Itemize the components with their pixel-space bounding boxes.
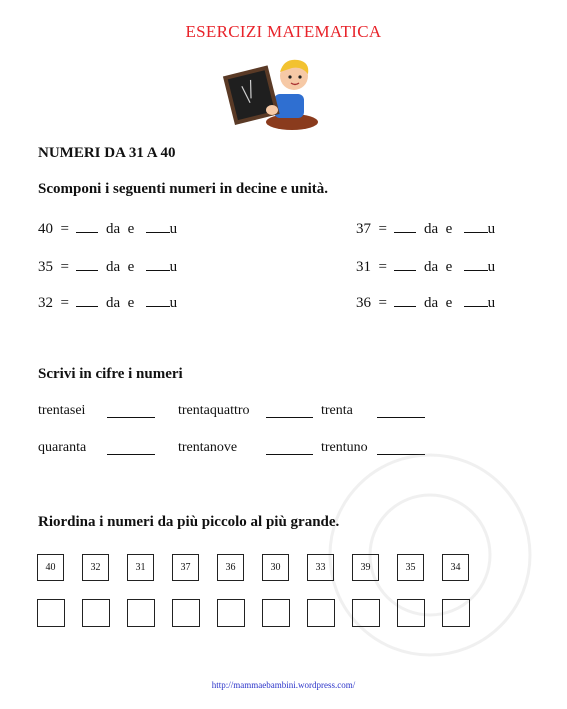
decomposition-item: 40 = da e u [38,218,177,238]
answer-box[interactable] [397,599,425,627]
number-box: 32 [82,554,109,581]
number-word: trentaquattro [178,403,250,418]
number-box: 31 [127,554,154,581]
page-title: ESERCIZI MATEMATICA [185,22,382,41]
answer-box[interactable] [442,599,470,627]
answer-box[interactable] [307,599,335,627]
number-word: trenta [321,403,353,418]
number-word: quaranta [38,440,87,455]
number-box: 33 [307,554,334,581]
answer-blank [107,440,155,455]
answer-box[interactable] [37,599,65,627]
number-box: 37 [172,554,199,581]
number-box: 39 [352,554,379,581]
section-heading: NUMERI DA 31 A 40 [38,145,176,161]
answer-blank [107,403,155,418]
decomposition-item: 37 = da e u [356,218,495,238]
exercise-1-instruction: Scomponi i seguenti numeri in decine e unità. [38,181,329,197]
answer-box[interactable] [82,599,110,627]
number-box: 30 [262,554,289,581]
answer-box[interactable] [217,599,245,627]
number-word: trentuno [321,440,368,455]
answer-blank [377,403,425,418]
footer-link[interactable]: http://mammaebambini.wordpress.com/ [211,680,356,690]
boy-with-chalkboard-icon [214,52,326,132]
number-word: trentanove [178,440,238,455]
answer-blank [266,440,313,455]
decomposition-item: 31 = da e u [356,256,495,276]
exercise-2-instruction: Scrivi in cifre i numeri [38,366,183,382]
number-word: trentasei [38,403,86,418]
answer-box[interactable] [262,599,290,627]
decomposition-item: 36 = da e u [356,292,495,312]
answer-blank [266,403,313,418]
exercise-3-instruction: Riordina i numeri da più piccolo al più grande. [38,514,340,530]
number-box: 40 [37,554,64,581]
watermark-logo [315,440,545,660]
decomposition-item: 35 = da e u [38,256,177,276]
answer-box[interactable] [127,599,155,627]
answer-box[interactable] [172,599,200,627]
decomposition-item: 32 = da e u [38,292,177,312]
number-box: 36 [217,554,244,581]
number-box: 35 [397,554,424,581]
answer-box[interactable] [352,599,380,627]
number-box: 34 [442,554,469,581]
